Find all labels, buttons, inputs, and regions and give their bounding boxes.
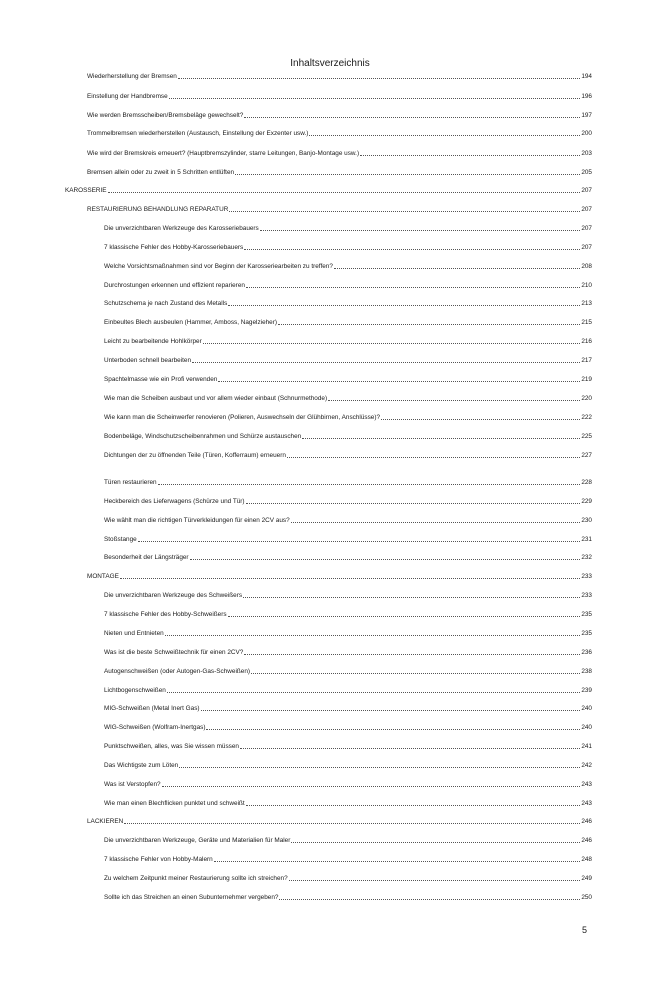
toc-entry-label: Trommelbremsen wiederherstellen (Austausch, Einstellung der Exzenter usw.)	[87, 130, 309, 137]
toc-entry[interactable]	[87, 817, 592, 826]
toc-entry-page: 215	[581, 319, 592, 326]
toc-entry-label: KAROSSERIE	[65, 187, 107, 194]
toc-entry[interactable]	[87, 129, 592, 138]
toc-entry-page: 217	[581, 357, 592, 364]
dot-leader	[360, 155, 580, 156]
toc-entry[interactable]	[104, 874, 592, 883]
toc-entry-page: 194	[581, 73, 592, 80]
page-title: Inhaltsverzeichnis	[290, 58, 370, 69]
toc-entry[interactable]	[104, 516, 592, 525]
toc-entry-page: 249	[581, 875, 592, 882]
toc-entry-page: 203	[581, 150, 592, 157]
toc-entry-page: 200	[581, 130, 592, 137]
toc-entry[interactable]	[104, 243, 592, 252]
toc-entry-page: 213	[581, 300, 592, 307]
page-number: 5	[582, 925, 588, 935]
dot-leader	[120, 578, 580, 579]
toc-entry-label: Durchrostungen erkennen und effizient reparieren	[104, 282, 245, 289]
dot-leader	[279, 899, 580, 900]
toc-entry-page: 230	[581, 517, 592, 524]
toc-entry-page: 239	[581, 687, 592, 694]
dot-leader	[244, 654, 580, 655]
toc-entry-label: Welche Vorsichtsmaßnahmen sind vor Beginn der Karosseriearbeiten zu treffen?	[104, 263, 333, 270]
dot-leader	[190, 559, 581, 560]
toc-entry-label: MONTAGE	[87, 573, 119, 580]
toc-entry-label: Unterboden schnell bearbeiten	[104, 357, 192, 364]
toc-entry[interactable]	[104, 224, 592, 233]
toc-entry[interactable]	[104, 667, 592, 676]
dot-leader	[309, 135, 580, 136]
toc-entry[interactable]	[87, 111, 592, 120]
dot-leader	[251, 673, 580, 674]
toc-entry-label: Wie wählt man die richtigen Türverkleidungen für einen 2CV aus?	[104, 517, 290, 524]
toc-entry-page: 208	[581, 263, 592, 270]
dot-leader	[162, 786, 581, 787]
toc-entry-page: 248	[581, 856, 592, 863]
toc-entry-label: Lichtbogenschweißen	[104, 687, 166, 694]
dot-leader	[328, 400, 580, 401]
toc-entry-page: 196	[581, 93, 592, 100]
dot-leader	[334, 268, 580, 269]
toc-entry-label: Punktschweißen, alles, was Sie wissen müssen	[104, 743, 239, 750]
toc-entry-page: 225	[581, 433, 592, 440]
toc-entry[interactable]	[104, 799, 592, 808]
toc-entry[interactable]	[104, 723, 592, 732]
toc-entry-page: 243	[581, 800, 592, 807]
toc-entry-label: Bremsen allein oder zu zweit in 5 Schritten entlüften	[87, 169, 235, 176]
dot-leader	[192, 362, 580, 363]
toc-entry-page: 207	[581, 187, 592, 194]
dot-leader	[167, 692, 581, 693]
toc-entry-page: 232	[581, 554, 592, 561]
toc-entry-label: Wiederherstellung der Bremsen	[87, 73, 177, 80]
toc-entry-label: Besonderheit der Längsträger	[104, 554, 189, 561]
dot-leader	[158, 484, 581, 485]
toc-entry-page: 207	[581, 225, 592, 232]
toc-entry[interactable]	[87, 205, 592, 214]
toc-entry-page: 207	[581, 244, 592, 251]
toc-entry-page: 207	[581, 206, 592, 213]
toc-entry-label: Stoßstange	[104, 536, 137, 543]
toc-entry-page: 231	[581, 536, 592, 543]
toc-entry-label: Sollte ich das Streichen an einen Subunternehmer vergeben?	[104, 894, 279, 901]
toc-entry[interactable]	[87, 72, 592, 81]
dot-leader	[108, 192, 581, 193]
toc-entry-label: Dichtungen der zu öffnenden Teile (Türen, Kofferraum) erneuern	[104, 452, 286, 459]
toc-entry[interactable]	[104, 629, 592, 638]
toc-entry-page: 250	[581, 894, 592, 901]
toc-entry-label: Autogenschweißen (oder Autogen-Gas-Schweißen)	[104, 668, 250, 675]
toc-entry[interactable]	[104, 451, 592, 460]
toc-entry-label: 7 klassische Fehler des Hobby-Karosseriebauers	[104, 244, 244, 251]
toc-entry-label: Wie kann man die Scheinwerfer renovieren (Polieren, Auswechseln der Glühbirnen, Anschlüsse)?	[104, 414, 381, 421]
toc-entry-page: 228	[581, 479, 592, 486]
toc-entry-label: Wie man einen Blechflicken punktet und schweißt	[104, 800, 245, 807]
toc-entry[interactable]	[104, 281, 592, 290]
toc-entry-page: 235	[581, 630, 592, 637]
dot-leader	[260, 230, 581, 231]
toc-entry-page: 240	[581, 724, 592, 731]
dot-leader	[206, 729, 580, 730]
toc-entry-page: 233	[581, 592, 592, 599]
toc-entry-label: Wie wird der Bremskreis erneuert? (Hauptbremszylinder, starre Leitungen, Banjo-Montage usw.)	[87, 150, 360, 157]
dot-leader	[243, 597, 580, 598]
toc-entry[interactable]	[104, 337, 592, 346]
toc-entry-label: Nieten und Entnieten	[104, 630, 164, 637]
dot-leader	[240, 748, 580, 749]
toc-entry-page: 242	[581, 762, 592, 769]
dot-leader	[178, 78, 580, 79]
dot-leader	[235, 174, 580, 175]
toc-entry-page: 243	[581, 781, 592, 788]
toc-entry[interactable]	[104, 497, 592, 506]
toc-entry-label: Einstellung der Handbremse	[87, 93, 168, 100]
toc-entry-label: Spachtelmasse wie ein Profi verwenden	[104, 376, 218, 383]
toc-entry-label: RESTAURIERUNG BEHANDLUNG REPARATUR	[87, 206, 229, 213]
toc-entry-page: 246	[581, 837, 592, 844]
toc-entry-page: 236	[581, 649, 592, 656]
dot-leader	[229, 211, 580, 212]
toc-entry[interactable]	[104, 610, 592, 619]
dot-leader	[291, 522, 581, 523]
toc-entry-label: Schutzschema je nach Zustand des Metalls	[104, 300, 228, 307]
toc-entry-label: Türen restaurieren	[104, 479, 157, 486]
dot-leader	[278, 324, 580, 325]
toc-entry-page: 216	[581, 338, 592, 345]
dot-leader	[302, 438, 580, 439]
toc-entry-page: 227	[581, 452, 592, 459]
toc-entry-label: Leicht zu bearbeitende Hohlkörper	[104, 338, 202, 345]
toc-entry[interactable]	[104, 648, 592, 657]
toc-entry-page: 238	[581, 668, 592, 675]
dot-leader	[201, 710, 581, 711]
toc-entry[interactable]	[104, 591, 592, 600]
toc-entry[interactable]	[104, 836, 592, 845]
dot-leader	[203, 343, 581, 344]
toc-entry[interactable]	[104, 893, 592, 902]
toc-entry[interactable]	[87, 149, 592, 158]
toc-entry-page: 240	[581, 705, 592, 712]
toc-entry-label: LACKIEREN	[87, 818, 124, 825]
toc-entry-label: Die unverzichtbaren Werkzeuge, Geräte und Materialien für Maler	[104, 837, 291, 844]
toc-entry[interactable]	[65, 186, 592, 195]
toc-entry-label: Bodenbeläge, Windschutzscheibenrahmen und Schürze austauschen	[104, 433, 302, 440]
toc-entry-page: 235	[581, 611, 592, 618]
toc-entry[interactable]	[104, 394, 592, 403]
toc-entry[interactable]	[104, 780, 592, 789]
toc-entry[interactable]	[104, 686, 592, 695]
toc-entry[interactable]	[87, 572, 592, 581]
toc-entry[interactable]	[104, 318, 592, 327]
toc-entry-page: 210	[581, 282, 592, 289]
dot-leader	[228, 305, 580, 306]
dot-leader	[291, 842, 580, 843]
dot-leader	[218, 381, 580, 382]
toc-entry[interactable]	[104, 413, 592, 422]
dot-leader	[165, 635, 581, 636]
toc-entry[interactable]	[104, 356, 592, 365]
toc-entry-label: 7 klassische Fehler des Hobby-Schweißers	[104, 611, 227, 618]
toc-entry-label: Was ist Verstopfen?	[104, 781, 161, 788]
dot-leader	[179, 767, 580, 768]
dot-leader	[138, 541, 581, 542]
toc-entry-page: 220	[581, 395, 592, 402]
toc-entry[interactable]	[104, 535, 592, 544]
toc-entry[interactable]	[104, 761, 592, 770]
toc-entry-label: Zu welchem Zeitpunkt meiner Restaurierung sollte ich streichen?	[104, 875, 288, 882]
toc-entry-page: 246	[581, 818, 592, 825]
dot-leader	[244, 249, 580, 250]
dot-leader	[289, 880, 581, 881]
toc-entry[interactable]	[87, 168, 592, 177]
toc-entry-label: Was ist die beste Schweißtechnik für einen 2CV?	[104, 649, 244, 656]
toc-entry-page: 197	[581, 112, 592, 119]
dot-leader	[246, 287, 580, 288]
toc-entry-page: 233	[581, 573, 592, 580]
toc-entry-page: 205	[581, 169, 592, 176]
toc-entry-page: 229	[581, 498, 592, 505]
toc-entry[interactable]	[104, 262, 592, 271]
dot-leader	[244, 117, 580, 118]
toc-entry-label: Einbeultes Blech ausbeulen (Hammer, Amboss, Nagelzieher)	[104, 319, 277, 326]
dot-leader	[228, 616, 581, 617]
toc-entry-label: Wie werden Bremsscheiben/Bremsbeläge gewechselt?	[87, 112, 244, 119]
dot-leader	[381, 419, 580, 420]
toc-entry-page: 219	[581, 376, 592, 383]
toc-entry-label: WIG-Schweißen (Wolfram-Inertgas)	[104, 724, 206, 731]
toc-entry-label: MIG-Schweißen (Metal Inert Gas)	[104, 705, 200, 712]
dot-leader	[287, 457, 580, 458]
toc-entry[interactable]	[104, 855, 592, 864]
dot-leader	[169, 98, 581, 99]
dot-leader	[246, 805, 581, 806]
toc-entry[interactable]	[104, 553, 592, 562]
toc-entry[interactable]	[104, 704, 592, 713]
toc-entry-label: Die unverzichtbaren Werkzeuge des Karosseriebauers	[104, 225, 259, 232]
toc-entry-label: Die unverzichtbaren Werkzeuge des Schweißers	[104, 592, 243, 599]
dot-leader	[124, 823, 580, 824]
toc-entry[interactable]	[104, 299, 592, 308]
toc-entry[interactable]	[104, 432, 592, 441]
toc-entry-page: 222	[581, 414, 592, 421]
toc-entry-label: 7 klassische Fehler von Hobby-Malern	[104, 856, 213, 863]
toc-entry[interactable]	[104, 375, 592, 384]
toc-entry-label: Wie man die Scheiben ausbaut und vor allem wieder einbaut (Schnurmethode)	[104, 395, 328, 402]
toc-entry-label: Heckbereich des Lieferwagens (Schürze und Tür)	[104, 498, 245, 505]
toc-entry[interactable]	[87, 92, 592, 101]
dot-leader	[246, 503, 581, 504]
toc-entry-page: 241	[581, 743, 592, 750]
toc-entry[interactable]	[104, 742, 592, 751]
dot-leader	[214, 861, 581, 862]
toc-entry-label: Das Wichtigste zum Löten	[104, 762, 179, 769]
toc-entry[interactable]	[104, 478, 592, 487]
